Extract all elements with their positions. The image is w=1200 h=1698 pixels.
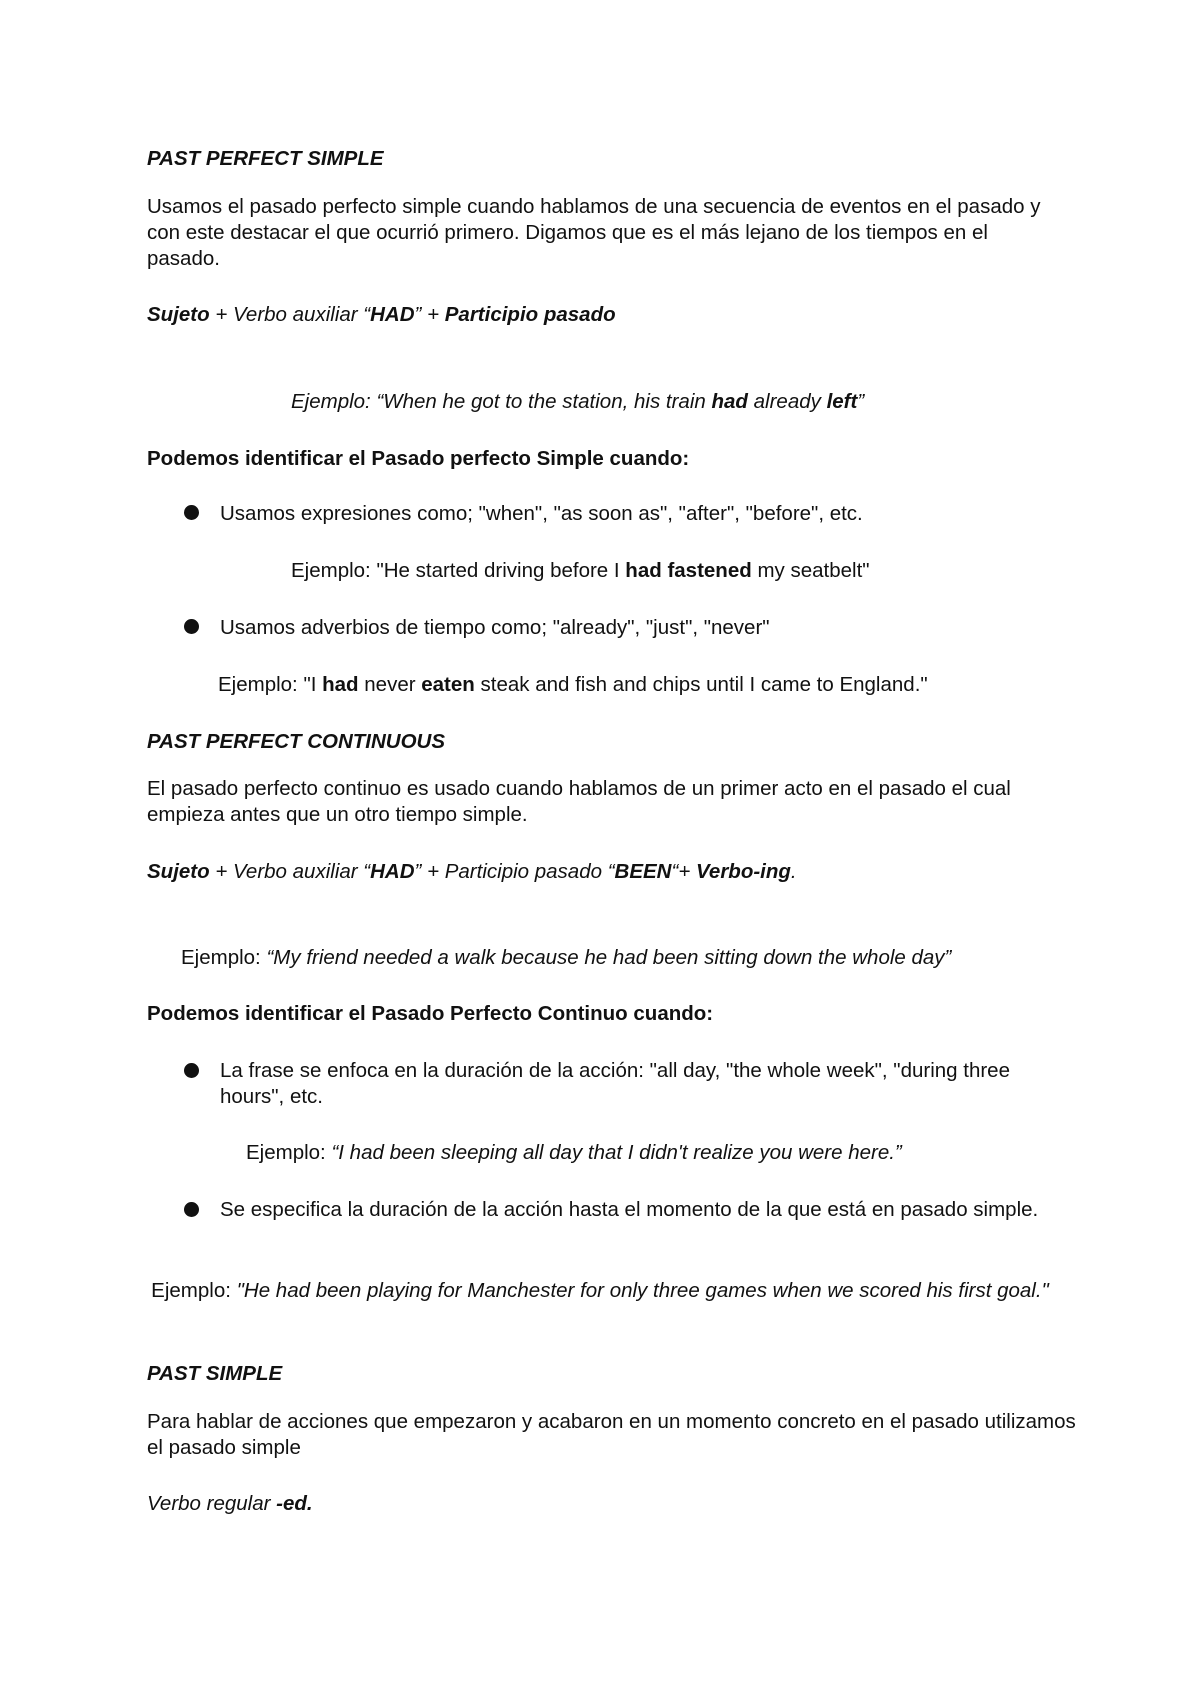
bullet-expressions: Usamos expresiones como; "when", "as soon as", "after", "before", etc. bbox=[220, 502, 863, 525]
example-text: my seatbelt" bbox=[751, 559, 870, 582]
formula-past-perfect-simple bbox=[147, 302, 616, 328]
example-bold-had: had bbox=[322, 673, 359, 696]
example-bold-had: had bbox=[711, 390, 748, 413]
bullet-specifies-duration: Se especifica la duración de la acción hasta el momento de la que está en pasado simple. bbox=[220, 1198, 1039, 1221]
formula-verb-ing: Verbo-ing bbox=[696, 860, 791, 883]
intro-past-perfect-simple: Usamos el pasado perfecto simple cuando hablamos de una secuencia de eventos en el pasado y con este destacar el que ocurrió primero. Digamos que es el más lejano de los tiempos en el pasado. bbox=[147, 195, 1041, 270]
formula-text: + Verbo auxiliar “ bbox=[209, 303, 371, 326]
identify-heading-continuous: Podemos identificar el Pasado Perfecto Continuo cuando: bbox=[147, 1002, 714, 1025]
heading-past-perfect-continuous: PAST PERFECT CONTINUOUS bbox=[147, 730, 446, 753]
identify-heading-simple: Podemos identificar el Pasado perfecto Simple cuando: bbox=[147, 447, 690, 470]
formula-had: HAD bbox=[370, 860, 415, 883]
formula-text: . bbox=[790, 860, 797, 883]
example-sleeping bbox=[246, 1140, 902, 1166]
bullet-icon bbox=[184, 1063, 199, 1078]
intro-past-perfect-continuous: El pasado perfecto continuo es usado cuando hablamos de un primer acto en el pasado el cual empieza antes que un otro tiempo simple. bbox=[147, 777, 1011, 826]
rule-suffix: -ed. bbox=[276, 1492, 313, 1515]
example-bold-eaten: eaten bbox=[421, 673, 475, 696]
formula-had: HAD bbox=[370, 303, 415, 326]
example-text: Ejemplo: "I bbox=[218, 673, 323, 696]
heading-past-perfect-simple: PAST PERFECT SIMPLE bbox=[147, 147, 384, 170]
example-text: Ejemplo: “When he got to the station, his train bbox=[291, 390, 712, 413]
formula-text: + Verbo auxiliar “ bbox=[209, 860, 371, 883]
example-text: never bbox=[358, 673, 422, 696]
bullet-duration: La frase se enfoca en la duración de la acción: "all day, "the whole week", "during three hours", etc. bbox=[220, 1059, 1010, 1108]
formula-text: “+ bbox=[671, 860, 696, 883]
formula-past-perfect-continuous bbox=[147, 859, 797, 885]
intro-past-simple: Para hablar de acciones que empezaron y acabaron en un momento concreto en el pasado utilizamos el pasado simple bbox=[147, 1410, 1076, 1459]
bullet-icon bbox=[184, 1202, 199, 1217]
rule-text: Verbo regular bbox=[147, 1492, 277, 1515]
example-fastened bbox=[291, 558, 870, 584]
formula-been: BEEN bbox=[614, 860, 672, 883]
formula-text: ” + Participio pasado “ bbox=[414, 860, 615, 883]
example-text: ” bbox=[857, 390, 865, 413]
rule-regular-verb bbox=[147, 1491, 313, 1517]
example-past-perfect-continuous bbox=[181, 945, 951, 971]
formula-text: ” + bbox=[414, 303, 445, 326]
example-eaten bbox=[218, 672, 928, 698]
bullet-icon bbox=[184, 505, 199, 520]
formula-subject: Sujeto bbox=[147, 860, 210, 883]
example-manchester bbox=[150, 1278, 1050, 1304]
heading-past-simple: PAST SIMPLE bbox=[147, 1362, 283, 1385]
example-text: steak and fish and chips until I came to England." bbox=[474, 673, 928, 696]
formula-subject: Sujeto bbox=[147, 303, 210, 326]
example-past-perfect-simple bbox=[291, 389, 864, 415]
example-bold: had fastened bbox=[625, 559, 752, 582]
example-label: Ejemplo: bbox=[246, 1141, 332, 1164]
example-label: Ejemplo: bbox=[181, 946, 267, 969]
bullet-icon bbox=[184, 619, 199, 634]
example-text: Ejemplo: "He started driving before I bbox=[291, 559, 626, 582]
example-quote: "He had been playing for Manchester for only three games when we scored his first goal." bbox=[236, 1279, 1049, 1302]
example-bold-left: left bbox=[826, 390, 858, 413]
example-quote: “I had been sleeping all day that I didn't realize you were here.” bbox=[331, 1141, 902, 1164]
example-label: Ejemplo: bbox=[151, 1279, 237, 1302]
formula-participle: Participio pasado bbox=[444, 303, 616, 326]
bullet-adverbs: Usamos adverbios de tiempo como; "already", "just", "never" bbox=[220, 616, 770, 639]
example-text: already bbox=[747, 390, 827, 413]
example-quote: “My friend needed a walk because he had been sitting down the whole day” bbox=[266, 946, 952, 969]
